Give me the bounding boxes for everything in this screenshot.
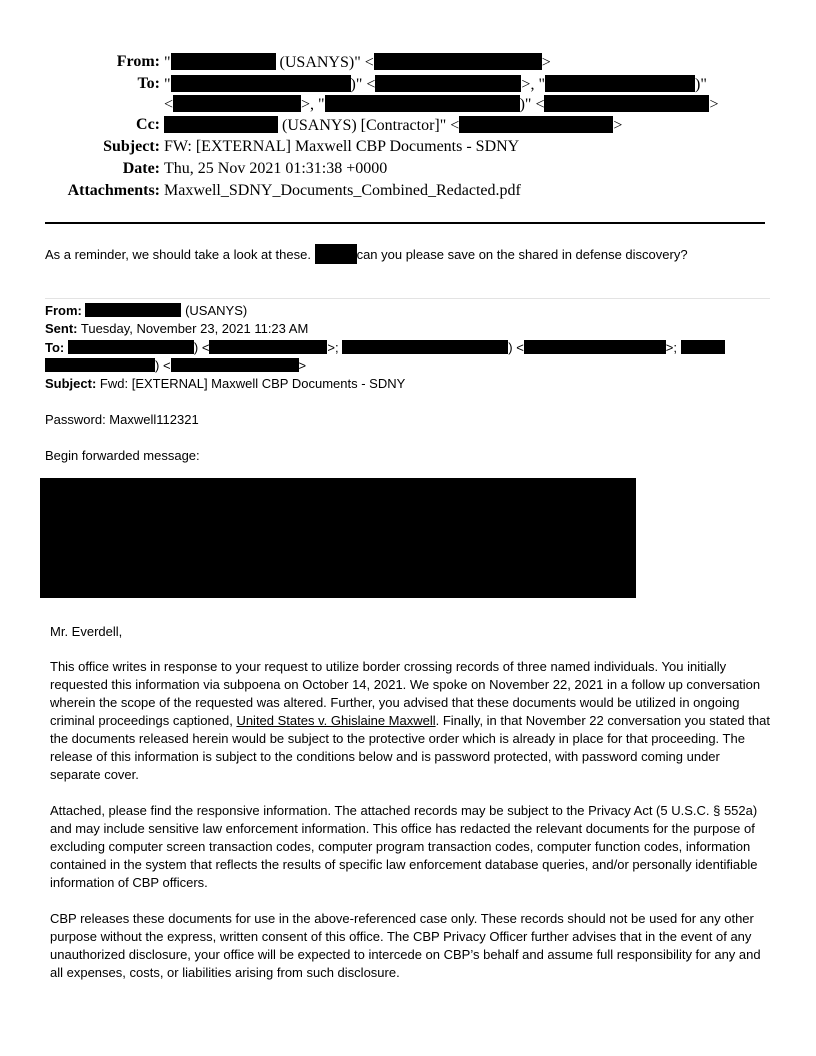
redaction-block: [545, 75, 695, 92]
redaction-block: [209, 340, 327, 354]
redaction-block: [524, 340, 666, 354]
redaction-block: [173, 95, 301, 112]
salutation-text: Mr. Everdell,: [50, 624, 123, 639]
p3-text: CBP releases these documents for use in the above-referenced case only. These records should not be used for any other purpose without the express, written consent of this office. The CBP Privacy Officer further advises that in the event of any unauthorized disclosure, your office will be expected to intercede on CBP’s behalf and assume full responsibility for any and all expenses, costs, or liabilities arising from such disclosure.: [50, 911, 761, 980]
redaction-block: [171, 358, 299, 372]
fwd-sent-value: Tuesday, November 23, 2021 11:23 AM: [80, 321, 309, 336]
cc-suffix: (USANYS) [Contractor]" <: [278, 117, 460, 134]
fwd-to-sep: ) <: [193, 340, 210, 355]
section-divider: [45, 298, 770, 299]
reminder-line: [45, 244, 688, 264]
redaction-block: [375, 75, 521, 92]
bracket: >: [709, 96, 719, 113]
fwd-subject-label: Subject:: [45, 376, 97, 391]
password-line: Password: Maxwell112321: [45, 412, 199, 427]
to-sep: )" <: [350, 76, 376, 93]
from-label: From:: [116, 53, 160, 70]
fwd-to-row-2: [45, 358, 306, 373]
case-caption: United States v. Ghislaine Maxwell: [236, 713, 436, 728]
to-sep: )" <: [519, 96, 545, 113]
fwd-to-label: To:: [45, 340, 65, 355]
letter-paragraph-3: [50, 910, 770, 982]
fwd-to-sep: ) <: [508, 340, 524, 355]
fwd-to-sep: >;: [665, 340, 681, 355]
reminder-text-1: As a reminder, we should take a look at these.: [45, 247, 311, 262]
reminder-text-2: can you please save on the shared in defense discovery?: [356, 247, 688, 262]
redaction-block-large: [40, 478, 636, 598]
cc-label: Cc:: [136, 116, 160, 133]
to-sep: >, ": [301, 96, 325, 113]
attachments-value[interactable]: Maxwell_SDNY_Documents_Combined_Redacted.pdf: [164, 182, 521, 199]
fwd-to-sep: ) <: [155, 358, 171, 373]
redaction-block: [325, 95, 520, 112]
quote-mark: ": [164, 54, 171, 71]
bracket: >: [541, 54, 551, 71]
redaction-block: [45, 358, 155, 372]
redaction-block: [85, 303, 181, 317]
fwd-subject-row: [45, 376, 405, 391]
date-value: Thu, 25 Nov 2021 01:31:38 +0000: [164, 160, 388, 177]
fwd-to-sep: >: [298, 358, 307, 373]
fwd-from-label: From:: [45, 303, 82, 318]
from-suffix: (USANYS)" <: [275, 54, 374, 71]
to-label: To:: [137, 75, 160, 92]
p1-text-1: This office writes in response to your request to utilize border crossing records of three named individuals. You initially requested this information via subpoena on October 14, 2021. We spoke on November 22, 2021 in a follow up conversation wherein the scope of the requested was altered. Further, you advised that these documents would be utilized in ongoing criminal proceedings captioned,: [50, 659, 761, 728]
redaction-block: [171, 53, 276, 70]
redaction-block: [459, 116, 613, 133]
letter-paragraph-2: [50, 802, 770, 892]
fwd-subject-value: Fwd: [EXTERNAL] Maxwell CBP Documents - SDNY: [99, 376, 406, 391]
letter-paragraph-1: [50, 658, 770, 784]
header-divider: [45, 222, 765, 224]
to-sep: )": [694, 76, 707, 93]
redaction-block: [342, 340, 508, 354]
fwd-from-suffix: (USANYS): [181, 303, 248, 318]
p1-text-2: . Finally, in that November 22 conversation you stated that the documents released herein would be subject to the protective order which is already in place for that proceeding. The release of this information is subject to the conditions below and is password protected, with password coming under separate cover.: [50, 713, 770, 782]
redaction-block: [164, 116, 278, 133]
begin-forwarded-line: Begin forwarded message:: [45, 448, 200, 463]
p2-text: Attached, please find the responsive information. The attached records may be subject to the Privacy Act (5 U.S.C. § 552a) and may include sensitive law enforcement information. This office has redacted the relevant documents for the purpose of excluding computer screen transaction codes, computer program transaction codes, computer function codes, information contained in the system that reflects the results of specific law enforcement database queries, and/or personally identifiable information of CBP officers.: [50, 803, 758, 890]
fwd-from-row: [45, 303, 247, 318]
redaction-block: [544, 95, 709, 112]
fwd-sent-row: [45, 321, 308, 336]
redaction-block: [374, 53, 542, 70]
redaction-block: [171, 75, 351, 92]
date-label: Date:: [122, 160, 160, 177]
redaction-block: [315, 244, 357, 264]
redaction-block: [68, 340, 194, 354]
fwd-to-row: [45, 340, 725, 355]
to-sep: >, ": [521, 76, 545, 93]
bracket: >: [613, 117, 623, 134]
redaction-block: [681, 340, 725, 354]
bracket: <: [164, 96, 174, 113]
salutation: [50, 623, 770, 641]
quote-mark: ": [164, 76, 171, 93]
fwd-sent-label: Sent:: [45, 321, 78, 336]
subject-label: Subject:: [103, 138, 160, 155]
attachments-label: Attachments:: [67, 182, 160, 199]
fwd-to-sep: >;: [327, 340, 343, 355]
subject-value: FW: [EXTERNAL] Maxwell CBP Documents - SDNY: [164, 138, 520, 155]
